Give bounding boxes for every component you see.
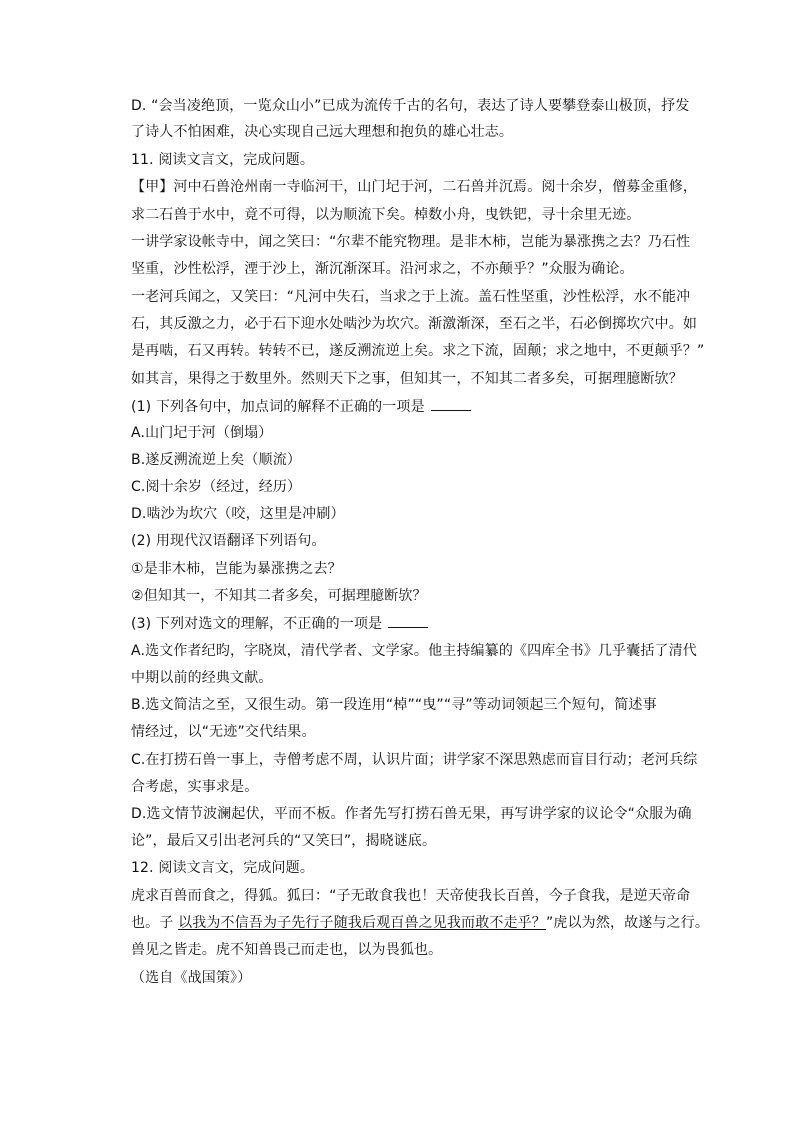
question-11-1-text: (1) 下列各句中，加点词的解释不正确的一项是 [131, 399, 425, 415]
q11-3-option-a-line-1: A.选文作者纪昀，字晓岚，清代学者、文学家。他主持编纂的《四库全书》几乎囊括了清代 [131, 643, 697, 659]
option-d-line-2: 了诗人不怕困难，决心实现自己远大理想和抱负的雄心壮志。 [131, 124, 514, 140]
question-11-3 [131, 613, 428, 634]
q11-2-sentence-2: ②但知其一，不知其二者多矣，可据理臆断欤？ [131, 588, 427, 604]
q11-3-option-a-line-2: 中期以前的经典文献。 [131, 670, 273, 686]
q11-3-option-b-line-2: 情经过，以“无迹”交代结果。 [131, 724, 316, 740]
q11-3-option-d-line-1: D.选文情节波澜起伏，平而不板。作者先写打捞石兽无果，再写讲学家的议论令“众服为确 [131, 806, 692, 822]
question-12-heading: 12. 阅读文言文，完成问题。 [131, 860, 314, 876]
passage-jia-line-6: 石，其反激之力，必于石下迎水处啮沙为坎穴。渐激渐深，至石之半，石必倒掷坎穴中。如 [131, 316, 697, 332]
answer-blank [431, 396, 471, 411]
passage-12-line-2-start: 也。子 [131, 915, 174, 931]
source-citation: （选自《战国策》） [131, 970, 252, 986]
q11-1-option-b: B.遂反溯流逆上矣（顺流） [131, 452, 302, 468]
question-11-2: (2) 用现代汉语翻译下列语句。 [131, 533, 326, 549]
passage-jia-line-4: 坚重，沙性松浮，湮于沙上，渐沉渐深耳。沿河求之，不亦颠乎？”众服为确论。 [131, 261, 634, 277]
passage-12-line-2 [131, 913, 709, 933]
q11-1-option-c: C.阅十余岁（经过，经历） [131, 479, 302, 495]
question-11-heading: 11. 阅读文言文，完成问题。 [131, 152, 314, 168]
passage-jia-line-5: 一老河兵闻之，又笑曰：“凡河中失石，当求之于上流。盖石性坚重，沙性松浮，水不能冲 [131, 289, 691, 305]
q11-3-option-c-line-2: 合考虑，实事求是。 [131, 779, 259, 795]
passage-jia-line-3: 一讲学家设帐寺中，闻之笑曰：“尔辈不能究物理。是非木柿，岂能为暴涨携之去？乃石性 [131, 234, 691, 250]
passage-12-line-1: 虎求百兽而食之，得狐。狐曰：“子无敢食我也！天帝使我长百兽，今子食我，是逆天帝命 [131, 888, 691, 904]
q11-1-option-d: D.啮沙为坎穴（咬，这里是冲刷） [131, 506, 345, 522]
q11-3-option-d-line-2: 论”，最后又引出老河兵的“又笑曰”，揭晓谜底。 [131, 833, 437, 849]
passage-jia-line-7: 是再啮，石又再转。转转不已，遂反溯流逆上矣。求之下流，固颠；求之地中，不更颠乎？” [131, 343, 705, 359]
answer-blank [388, 613, 428, 628]
question-11-3-text: (3) 下列对选文的理解，不正确的一项是 [131, 616, 383, 632]
q11-1-option-a: A.山门圮于河（倒塌） [131, 425, 273, 441]
passage-12-line-3: 兽见之皆走。虎不知兽畏己而走也，以为畏狐也。 [131, 942, 443, 958]
q11-3-option-c-line-1: C.在打捞石兽一事上，寺僧考虑不周，认识片面；讲学家不深思熟虑而盲目行动；老河兵综 [131, 752, 698, 768]
underlined-sentence: 以我为不信吾为子先行子随我后观百兽之见我而敢不走乎？ [178, 915, 546, 931]
option-d-line-1: D. “会当凌绝顶，一览众山小”已成为流传千古的名句，表达了诗人要攀登泰山极顶，抒发 [131, 98, 690, 114]
q11-2-sentence-1: ①是非木柿，岂能为暴涨携之去？ [131, 561, 342, 577]
question-11-1 [131, 396, 471, 417]
passage-jia-line-8: 如其言，果得之于数里外。然则天下之事，但知其一，不知其二者多矣，可据理臆断欤？ [131, 371, 683, 387]
q11-3-option-b-line-1: B.选文简洁之至，又很生动。第一段连用“棹”“曳”“寻”等动词领起三个短句，简述事 [131, 697, 657, 713]
passage-jia-line-1: 【甲】河中石兽沧州南一寺临河干，山门圮于河，二石兽并沉焉。阅十余岁，僧募金重修， [131, 179, 697, 195]
passage-12-line-2-end: ”虎以为然，故遂与之行。 [545, 915, 710, 931]
passage-jia-line-2: 求二石兽于水中，竟不可得，以为顺流下矣。棹数小舟，曳铁钯，寻十余里无迹。 [131, 207, 641, 223]
